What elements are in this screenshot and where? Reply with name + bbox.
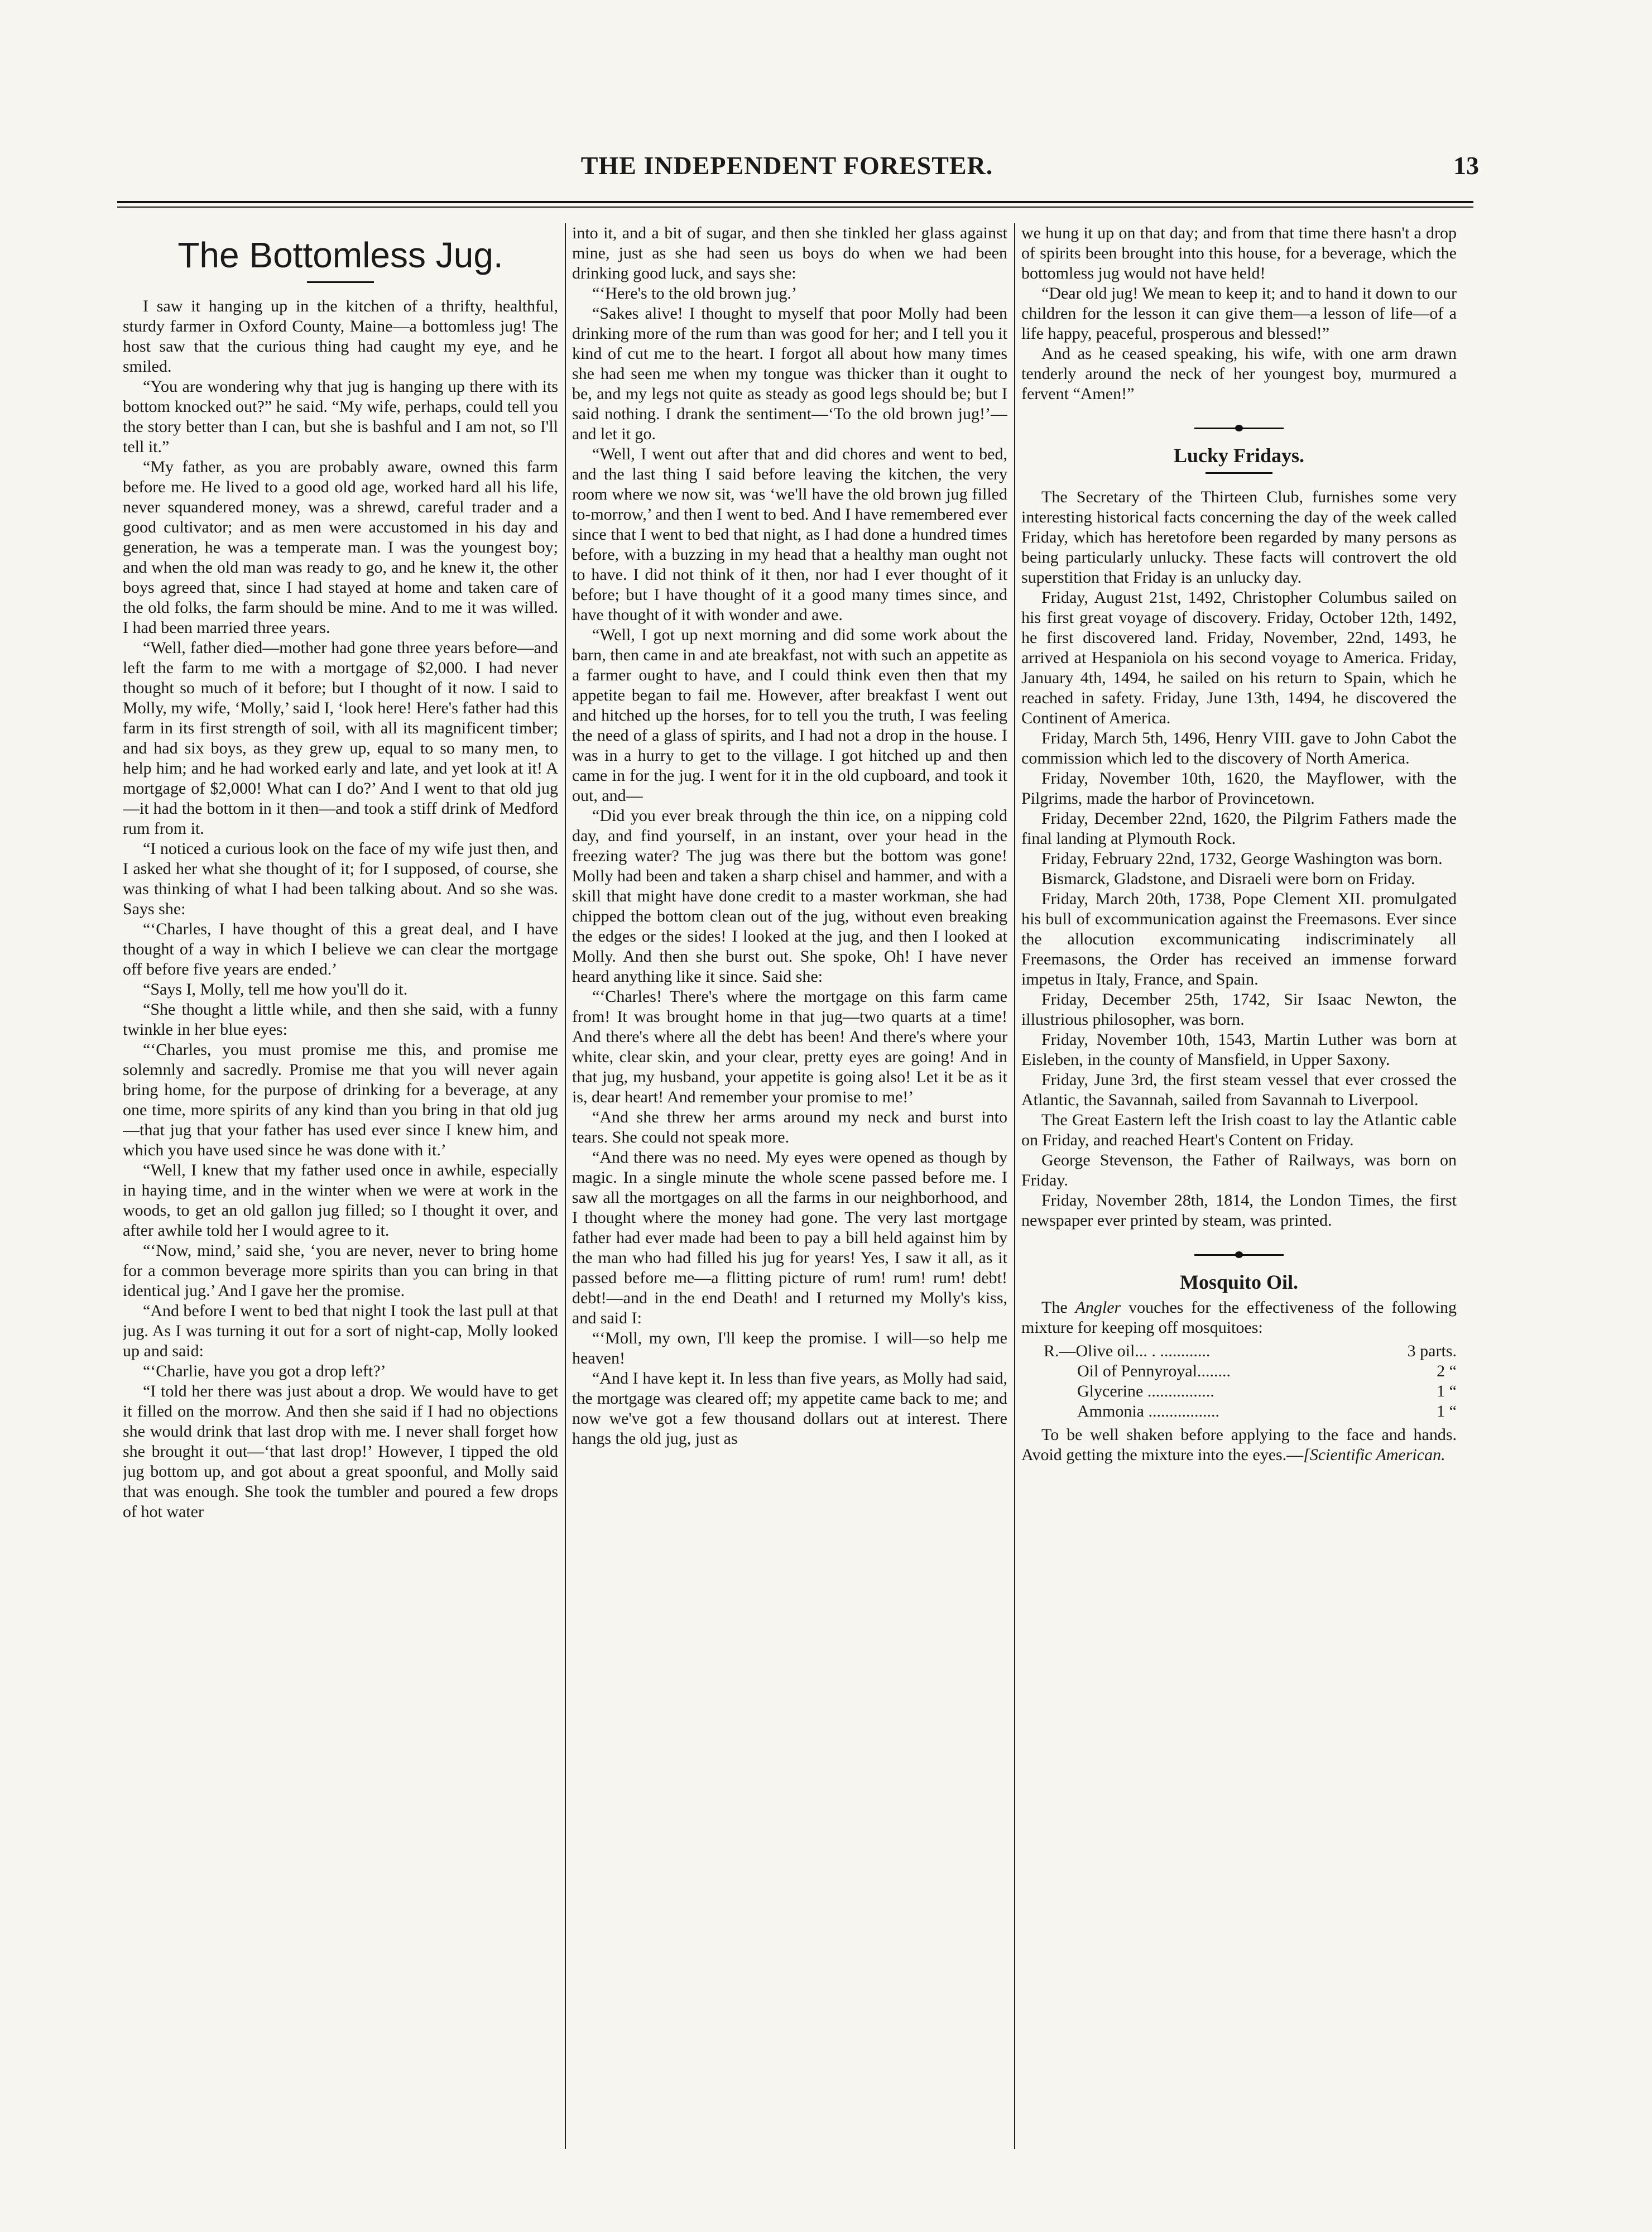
paragraph: “‘Charles, I have thought of this a great deal, and I have thought of a way in which I believe we can clear the mortgage off before five years are ended.’: [123, 920, 558, 978]
bottomless-jug-col3-body: [1021, 223, 1457, 404]
paragraph: Friday, December 22nd, 1620, the Pilgrim Fathers made the final landing at Plymouth Rock.: [1021, 809, 1457, 848]
paragraph: “And before I went to bed that night I took the last pull at that jug. As I was turning it out for a sort of night-cap, Molly looked up and said:: [123, 1302, 558, 1360]
paragraph: “Sakes alive! I thought to myself that poor Molly had been drinking more of the rum than was good for her; and I tell you it kind of cut me to the heart. I forgot all about how many times she had seen me when my tongue was thicker than it ought to be, and my legs not quite as steady as good legs should be; but I said nothing. I drank the sentiment—‘To the old brown jug!’—and let it go.: [572, 304, 1007, 443]
paragraph: “Well, father died—mother had gone three years before—and left the farm to me with a mortgage of $2,000. I had never thought so much of it before; but I thought of it now. I said to Molly, my wife, ‘Molly,’ said I, ‘look here! Here's father had this farm in its first strength of soil, with all its magnificent timber; and had six boys, as they grew up, equal to so many men, to help him; and he had worked early and late, and yet look at it! A mortgage of $2,000! What can I do?’ And I went to that old jug—it had the bottom in it then—and took a stiff drink of Medford rum from it.: [123, 639, 558, 838]
paragraph: I saw it hanging up in the kitchen of a thrifty, healthful, sturdy farmer in Oxford County, Maine—a bottomless jug! The host saw that the curious thing had caught my eye, and he smiled.: [123, 297, 558, 376]
paragraph: “And I have kept it. In less than five years, as Molly had said, the mortgage was cleared off; my appetite came back to me; and now we've got a few thousand dollars out at interest. There hangs the old jug, just as: [572, 1369, 1007, 1448]
paragraph: “Well, I knew that my father used once in awhile, especially in haying time, and in the winter when we were at work in the woods, to get an old gallon jug filled; so I thought it over, and after awhile told her I would agree to it.: [123, 1161, 558, 1240]
paragraph: “Did you ever break through the thin ice, on a nipping cold day, and find yourself, in an instant, over your head in the freezing water? The jug was there but the bottom was gone! Molly had been and taken a sharp chisel and hammer, and with a skill that might have done credit to a master workman, she had chipped the bottom clean out of the jug, without even breaking the edges or the sides! I looked at the jug, and then I looked at Molly. And then she burst out. She spoke, Oh! I have never heard anything like it since. Said she:: [572, 807, 1007, 986]
paragraph: “She thought a little while, and then she said, with a funny twinkle in her blue eyes:: [123, 1000, 558, 1039]
mosquito-intro-post: vouches for the effectiveness of the following mixture for keeping off mosquitoes:: [1021, 1298, 1457, 1337]
recipe-quantity: 3 parts.: [1407, 1342, 1457, 1360]
mosquito-closing: [1021, 1425, 1457, 1465]
paragraph: The Great Eastern left the Irish coast to lay the Atlantic cable on Friday, and reached Heart's Content on Friday.: [1021, 1111, 1457, 1149]
paragraph: Friday, November 28th, 1814, the London Times, the first newspaper ever printed by steam, was printed.: [1021, 1191, 1457, 1230]
mosquito-intro: [1021, 1298, 1457, 1338]
column-1: [123, 223, 558, 2160]
recipe-ingredient: Oil of Pennyroyal........: [1077, 1362, 1231, 1380]
section-ornament: [1021, 1251, 1457, 1259]
recipe-quantity: 1 “: [1437, 1402, 1457, 1420]
title-rule: [307, 281, 374, 283]
paragraph: Bismarck, Gladstone, and Disraeli were born on Friday.: [1041, 870, 1415, 888]
column-divider: [565, 223, 566, 2149]
article-title-bottomless-jug: The Bottomless Jug.: [177, 235, 503, 275]
paragraph: “‘Here's to the old brown jug.’: [592, 284, 797, 303]
paragraph: “You are wondering why that jug is hanging up there with its bottom knocked out?” he said. “My wife, perhaps, could tell you the story better than I can, but she is bashful and I am not, so I'll tell it.”: [123, 377, 558, 456]
mosquito-closing-pre: To be well shaken before applying to the face and hands. Avoid getting the mixture into the eyes.—: [1021, 1425, 1457, 1464]
paragraph: George Stevenson, the Father of Railways, was born on Friday.: [1021, 1151, 1457, 1189]
paragraph: “I noticed a curious look on the face of my wife just then, and I asked her what she thought of it; for I supposed, of course, she was thinking of what I had been talking about. And so she was. Says she:: [123, 839, 558, 918]
paragraph: “‘Charlie, have you got a drop left?’: [143, 1362, 386, 1380]
paragraph: Friday, November 10th, 1620, the Mayflower, with the Pilgrims, made the harbor of Provincetown.: [1021, 769, 1457, 808]
paragraph: “‘Charles! There's where the mortgage on this farm came from! It was brought home in that jug—two quarts at a time! And there's where all the debt has been! And there's where your white, clear skin, and your clear, pretty eyes are going! And in that jug, my husband, your appetite is going also! Let it be as it is, dear heart! And remember your promise to me!’: [572, 987, 1007, 1106]
recipe-ingredient: Glycerine ................: [1077, 1382, 1214, 1400]
article-title-mosquito-oil: Mosquito Oil.: [1179, 1271, 1299, 1293]
column-divider: [1014, 223, 1015, 2149]
paragraph: The Secretary of the Thirteen Club, furnishes some very interesting historical facts concerning the day of the week called Friday, which has heretofore been regarded by many persons as being particularly unlucky. These facts will controvert the old superstition that Friday is an unlucky day.: [1021, 488, 1457, 587]
paragraph: Friday, March 20th, 1738, Pope Clement XII. promulgated his bull of excommunication against the Freemasons. Ever since the allocution excommunicating indiscriminately all Freemasons, the Order has received an immense forward impetus in Italy, France, and Spain.: [1021, 890, 1457, 988]
mosquito-recipe: [1044, 1341, 1457, 1422]
paragraph: “Dear old jug! We mean to keep it; and to hand it down to our children for the lesson it can give them—a lesson of life—of a life happy, peaceful, prosperous and blessed!”: [1021, 284, 1457, 343]
paragraph: And as he ceased speaking, his wife, with one arm drawn tenderly around the neck of her youngest boy, murmured a fervent “Amen!”: [1021, 344, 1457, 403]
recipe-row: [1044, 1361, 1457, 1381]
paragraph: “And she threw her arms around my neck and burst into tears. She could not speak more.: [572, 1108, 1007, 1146]
mosquito-intro-pre: The: [1041, 1298, 1075, 1317]
paragraph: Friday, December 25th, 1742, Sir Isaac Newton, the illustrious philosopher, was born.: [1021, 990, 1457, 1029]
paragraph: “And there was no need. My eyes were opened as though by magic. In a single minute the whole scene passed before me. I saw all the mortgages on all the farms in our neighborhood, and I thought where the money had gone. The very last mortgage father had ever made had been to pay a bill held against him by the man who had filled his jug for years! Yes, I saw it all, as it passed before me—a flitting picture of rum! rum! rum! debt! debt!—and in the end Death! and I returned my Molly's kiss, and said I:: [572, 1148, 1007, 1327]
mosquito-intro-source: Angler: [1075, 1298, 1121, 1317]
paragraph: Friday, March 5th, 1496, Henry VIII. gave to John Cabot the commission which led to the discovery of North America.: [1021, 729, 1457, 767]
paragraph: “Well, I got up next morning and did some work about the barn, then came in and ate breakfast, not with such an appetite as a farmer ought to have, and I could think even then that my appetite began to fail me. However, after breakfast I went out and hitched up the horses, for to tell you the truth, I was feeling the need of a glass of spirits, and I had not a drop in the house. I was in a hurry to get to the village. I got hitched up and then came in for the jug. I went for it in the old cupboard, and took it out, and—: [572, 626, 1007, 805]
paragraph: into it, and a bit of sugar, and then she tinkled her glass against mine, just as she had seen us boys do when we had been drinking good luck, and says she:: [572, 224, 1007, 282]
section-ornament: [1021, 424, 1457, 432]
recipe-row: [1044, 1341, 1457, 1361]
running-title: THE INDEPENDENT FORESTER.: [580, 151, 993, 180]
paragraph: “‘Now, mind,’ said she, ‘you are never, never to bring home for a common beverage more spirits than you can bring in that identical jug.’ And I gave her the promise.: [123, 1241, 558, 1300]
recipe-ingredient: Ammonia .................: [1077, 1402, 1219, 1420]
column-3: [1021, 223, 1457, 2160]
article-title-lucky-fridays: Lucky Fridays.: [1173, 444, 1305, 467]
bottomless-jug-col1-body: [123, 296, 558, 1522]
paragraph: Friday, February 22nd, 1732, George Washington was born.: [1041, 849, 1443, 868]
bottomless-jug-col2-body: [572, 223, 1007, 1449]
paragraph: we hung it up on that day; and from that time there hasn't a drop of spirits been brought into this house, for a beverage, which the bottomless jug would not have held!: [1021, 224, 1457, 282]
recipe-ingredient: R.—Olive oil... . ............: [1044, 1342, 1211, 1360]
paragraph: “My father, as you are probably aware, owned this farm before me. He lived to a good old age, worked hard all his life, never squandered money, was a shrewd, careful trader and a good cultivator; and as men were accustomed in his day and generation, he was a temperate man. I was the youngest boy; and when the old man was ready to go, and he knew it, the other boys agreed that, since I had stayed at home and taken care of the old folks, the farm should be mine. And to me it was willed. I had been married three years.: [123, 458, 558, 637]
recipe-quantity: 1 “: [1437, 1382, 1457, 1400]
page-header: [117, 151, 1479, 184]
paragraph: “I told her there was just about a drop. We would have to get it filled on the morrow. And then she said if I had no objections she would drink that last drop with me. I never shall forget how she brought it out—‘that last drop!’ However, I tipped the old jug bottom up, and got about a great spoonful, and Molly said that was enough. She took the tumbler and poured a few drops of hot water: [123, 1382, 558, 1521]
mosquito-closing-source: [Scientific American.: [1303, 1446, 1446, 1464]
paragraph: “Says I, Molly, tell me how you'll do it.: [143, 980, 408, 999]
paragraph: “‘Moll, my own, I'll keep the promise. I will—so help me heaven!: [572, 1329, 1007, 1367]
paragraph: Friday, August 21st, 1492, Christopher Columbus sailed on his first great voyage of discovery. Friday, October 12th, 1492, he first discovered land. Friday, November, 22nd, 1493, he arrived at Hespaniola on his second voyage to America. Friday, January 4th, 1494, he sailed on his return to Spain, which he reached in safety. Friday, June 13th, 1494, he discovered the Continent of America.: [1021, 588, 1457, 727]
paragraph: “‘Charles, you must promise me this, and promise me solemnly and sacredly. Promise me that you will never again bring home, for the purpose of drinking for a beverage, at any one time, more spirits of any kind than you bring in that old jug—that jug that your father has used ever since I knew him, and which you have used since he was done with it.’: [123, 1040, 558, 1159]
recipe-row: [1044, 1381, 1457, 1401]
page-number: 13: [1453, 151, 1479, 180]
paragraph: “Well, I went out after that and did chores and went to bed, and the last thing I said before leaving the kitchen, the very room where we now sit, was ‘we'll have the old brown jug filled to-morrow,’ and then I went to bed. And I have remembered ever since that I went to bed that night, as I had done a hundred times before, with a buzzing in my head that a healthy man ought not to have. I did not think of it then, nor had I ever thought of it before; but I have thought of it a good many times since, and have thought of it with wonder and awe.: [572, 445, 1007, 624]
recipe-row: [1044, 1401, 1457, 1422]
title-rule: [1206, 472, 1272, 474]
lucky-fridays-body: [1021, 487, 1457, 1231]
paragraph: Friday, November 10th, 1543, Martin Luther was born at Eisleben, in the county of Mansfield, in Upper Saxony.: [1021, 1030, 1457, 1069]
column-2: [572, 223, 1007, 2160]
header-double-rule: [117, 201, 1473, 208]
recipe-quantity: 2 “: [1437, 1362, 1457, 1380]
paragraph: Friday, June 3rd, the first steam vessel that ever crossed the Atlantic, the Savannah, sailed from Savannah to Liverpool.: [1021, 1071, 1457, 1109]
